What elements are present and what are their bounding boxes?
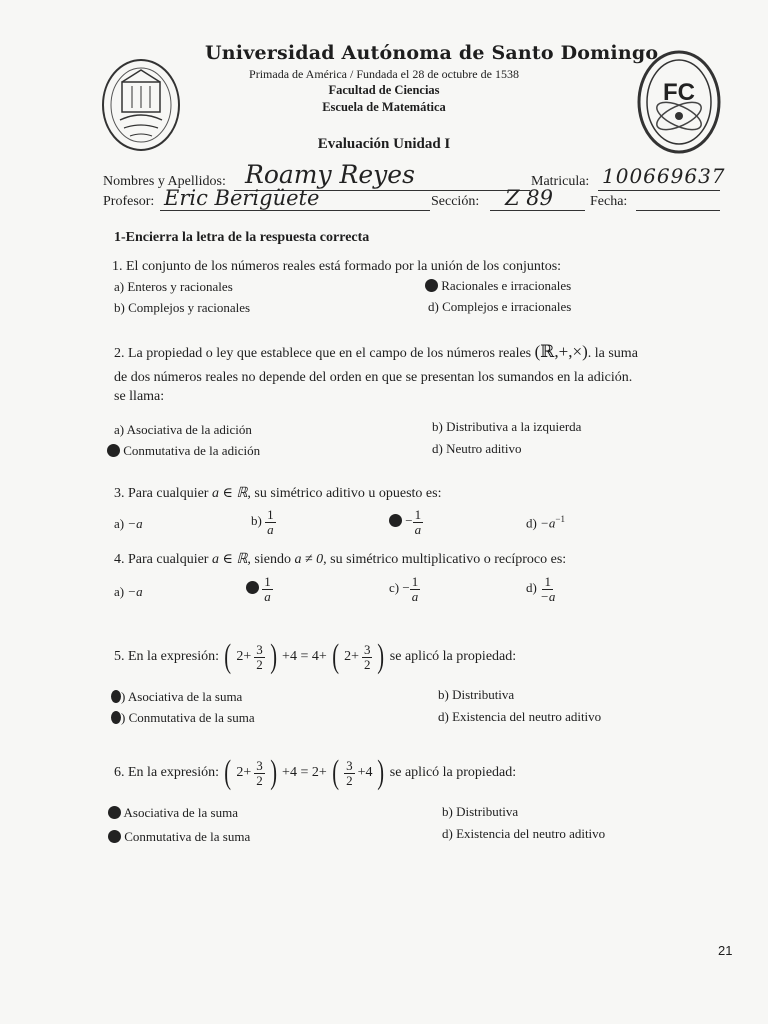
exam-title: Evaluación Unidad I xyxy=(317,136,451,152)
matricula-line xyxy=(598,190,720,191)
q2-option-b[interactable]: b) Distributiva a la izquierda xyxy=(432,419,582,434)
fecha-line xyxy=(636,210,720,211)
q3-selected-mark xyxy=(389,514,402,527)
q6-option-d[interactable]: d) Existencia del neutro aditivo xyxy=(442,826,606,841)
q3-text: 3. Para cualquier a ∈ ℝ, su simétrico aditivo u opuesto es: xyxy=(114,486,442,501)
q1-option-d[interactable]: d) Complejos e irracionales xyxy=(428,299,572,314)
profesor-line xyxy=(160,210,430,211)
q1-option-c[interactable]: Racionales e irracionales xyxy=(425,278,571,294)
q1-option-b[interactable]: b) Complejos y racionales xyxy=(114,300,251,315)
q2-line3: se llama: xyxy=(114,389,165,404)
q4-selected-mark xyxy=(246,581,259,594)
seccion-handwritten: Z 89 xyxy=(505,186,553,210)
q5-mark-c xyxy=(111,711,121,724)
seccion-label: Sección: xyxy=(431,194,480,209)
profesor-label: Profesor: xyxy=(103,194,155,209)
q3-option-c[interactable]: − $\frac{1}{a}$ xyxy=(389,508,423,536)
q6-mark-a xyxy=(108,806,121,819)
university-name: Universidad Autónoma de Santo Domingo xyxy=(205,42,659,64)
q6-text: 6. En la expresión: ( 2+ $\frac{3}{2}$ ) +4 = 2+ ( $\frac{3}{2}$ +4 ) se aplicó la propiedad: xyxy=(114,754,517,791)
q6-mark-c xyxy=(108,830,121,843)
q6-option-a[interactable]: Asociativa de la suma xyxy=(108,805,238,821)
fc-logo-text: FC xyxy=(663,79,695,106)
q1-text: 1. El conjunto de los números reales está formado por la unión de los conjuntos: xyxy=(112,259,562,274)
q2-field: (ℝ,+,×) xyxy=(534,342,588,361)
profesor-handwritten: Eric Berigüete xyxy=(164,186,320,210)
q1-option-a[interactable]: a) Enteros y racionales xyxy=(114,279,233,294)
q5-option-b[interactable]: b) Distributiva xyxy=(438,687,515,702)
q4-text: 4. Para cualquier a ∈ ℝ, siendo a ≠ 0, su simétrico multiplicativo o recíproco es: xyxy=(114,552,567,567)
q2-option-c[interactable]: Conmutativa de la adición xyxy=(107,443,260,459)
q3-option-d[interactable]: $d) -a^{-1}$ xyxy=(526,514,565,531)
matricula-label: Matricula: xyxy=(531,174,590,189)
q5-option-d[interactable]: d) Existencia del neutro aditivo xyxy=(438,709,602,724)
q5-option-c[interactable]: ) Conmutativa de la suma xyxy=(111,710,255,726)
fecha-label: Fecha: xyxy=(590,194,628,209)
name-handwritten: Roamy Reyes xyxy=(245,160,415,189)
q2-selected-mark xyxy=(107,444,120,457)
faculty-name: Facultad de Ciencias xyxy=(328,83,440,97)
q5-mark-a xyxy=(111,690,121,703)
name-label: Nombres y Apellidos: xyxy=(103,174,226,189)
q2-option-d[interactable]: d) Neutro aditivo xyxy=(432,441,522,456)
school-name: Escuela de Matemática xyxy=(322,100,446,114)
instruction: 1-Encierra la letra de la respuesta correcta xyxy=(114,230,370,245)
q2-line1: 2. La propiedad o ley que establece que en el campo de los números reales (ℝ,+,×). la suma xyxy=(114,342,638,361)
university-subtitle: Primada de América / Fundada el 28 de octubre de 1538 xyxy=(249,67,519,81)
page-number: 21 xyxy=(718,943,733,958)
q4-option-a[interactable]: a) −a xyxy=(114,584,143,599)
q4-option-b[interactable]: $\frac{1}{a}$ xyxy=(246,575,273,603)
q2-line2: de dos números reales no depende del orden en que se presentan los sumandos en la adición. xyxy=(114,370,633,385)
q5-text: 5. En la expresión: ( 2+ $\frac{3}{2}$ ) +4 = 4+ ( 2+ $\frac{3}{2}$ ) se aplicó la propiedad: xyxy=(114,638,517,675)
q4-option-d[interactable]: d) $\frac{1}{-a}$ xyxy=(526,574,556,604)
q6-option-c[interactable]: Conmutativa de la suma xyxy=(108,829,250,845)
q3-option-b[interactable]: b) $\frac{1}{a}$ xyxy=(251,507,274,537)
seccion-line xyxy=(490,210,585,211)
q2-option-a[interactable]: a) Asociativa de la adición xyxy=(114,422,252,437)
q5-option-a[interactable]: ) Asociativa de la suma xyxy=(111,689,242,705)
q1-selected-mark xyxy=(425,279,438,292)
q4-option-c[interactable]: c) − $\frac{1}{a}$ xyxy=(389,574,419,604)
q3-option-a[interactable]: a) −a xyxy=(114,516,143,531)
q6-option-b[interactable]: b) Distributiva xyxy=(442,804,519,819)
matricula-handwritten: 100669637 xyxy=(602,164,726,188)
